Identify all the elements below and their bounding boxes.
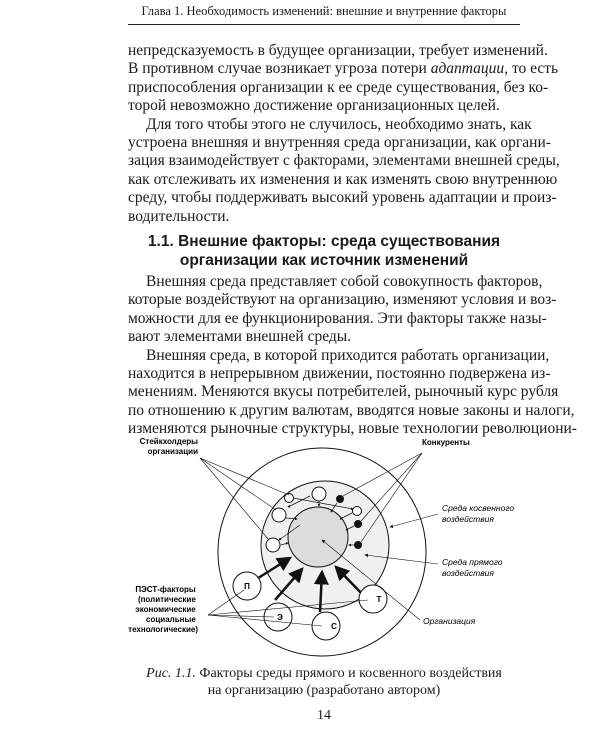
competitor-node (354, 520, 362, 528)
emphasis-term: адаптации (430, 60, 505, 78)
text-line: непредсказуемость в будущее организации, требует изменений. (128, 42, 548, 59)
page-number: 14 (317, 708, 331, 723)
text-line: водительности. (128, 207, 230, 225)
text-line: по отношению к другим валютам, вводятся новые законы и налоги, (128, 401, 575, 419)
pest-p-letter: П (244, 582, 250, 591)
text-line: торой невозможно достижение организационных целей. (128, 97, 500, 115)
heading-line: организации как источник изменений (179, 252, 469, 269)
text-line: Внешняя среда, в которой приходится работать организации, (146, 346, 550, 364)
stakeholders-label: Стейкхолдеры организации (139, 437, 198, 456)
text-line: Для того чтобы этого не случилось, необходимо знать, как (146, 115, 532, 133)
pest-factors-label: ПЭСТ-факторы (политические экономические социальные технологические) (128, 585, 198, 634)
direct-environment-label: Среда прямого воздействия (442, 557, 503, 578)
competitor-node (354, 541, 362, 549)
stakeholder-node (353, 507, 362, 516)
competitors-label: Конкуренты (422, 438, 470, 447)
caption-line: на организацию (разработано автором) (207, 683, 441, 698)
indirect-environment-label: Среда косвенного воздействия (442, 503, 515, 524)
stakeholder-node (266, 538, 280, 552)
text-line: среду, чтобы поддерживать высокий уровень адаптации и произ- (128, 189, 557, 207)
pest-s-letter: С (331, 622, 337, 631)
pest-tech-node (359, 585, 387, 613)
text-line: находится в непрерывном движении, постоянно подвержена из- (128, 365, 551, 383)
text-line: которые воздействуют на организацию, изменяют условия и воз- (128, 291, 557, 309)
text-line: менениям. Меняются вкусы потребителей, рыночный курс рубля (128, 383, 559, 401)
caption-text: Факторы среды прямого и косвенного воздействия (199, 666, 502, 681)
stakeholder-node (312, 487, 326, 501)
text-line: Внешняя среда представляет собой совокупность факторов, (146, 273, 543, 290)
text-line: можности для ее функционирования. Эти факторы также назы- (128, 309, 547, 327)
pest-e-letter: Э (277, 613, 283, 622)
text-line: вают элементами внешней среды. (128, 328, 352, 346)
text-line: устроена внешняя и внутренняя среда организации, как органи- (128, 134, 551, 152)
organization-circle (288, 507, 348, 567)
text-fragment: , то есть (504, 60, 559, 78)
stakeholder-node (272, 508, 286, 522)
pest-t-letter: Т (376, 595, 382, 604)
running-header: Глава 1. Необходимость изменений: внешние и внутренние факторы (141, 4, 507, 18)
figure-caption (128, 665, 520, 699)
organization-label: Организация (423, 616, 476, 626)
text-line: приспособления организации к ее среде существования, без ко- (128, 78, 549, 96)
text-line: зация взаимодействует с факторами, элементами внешней среды, (128, 152, 560, 170)
text-line: как отслеживать их изменения и как изменять свою внутреннюю (128, 170, 558, 188)
caption-line (128, 665, 520, 682)
text-fragment: В противном случае возникает угроза потери (128, 60, 427, 78)
caption-prefix: Рис. 1.1. (146, 666, 196, 681)
competitor-node (336, 495, 344, 503)
heading-line: 1.1. Внешние факторы: среда существования (147, 233, 501, 250)
text-line: изменяются рыночные структуры, новые технологии революциони- (128, 420, 577, 438)
